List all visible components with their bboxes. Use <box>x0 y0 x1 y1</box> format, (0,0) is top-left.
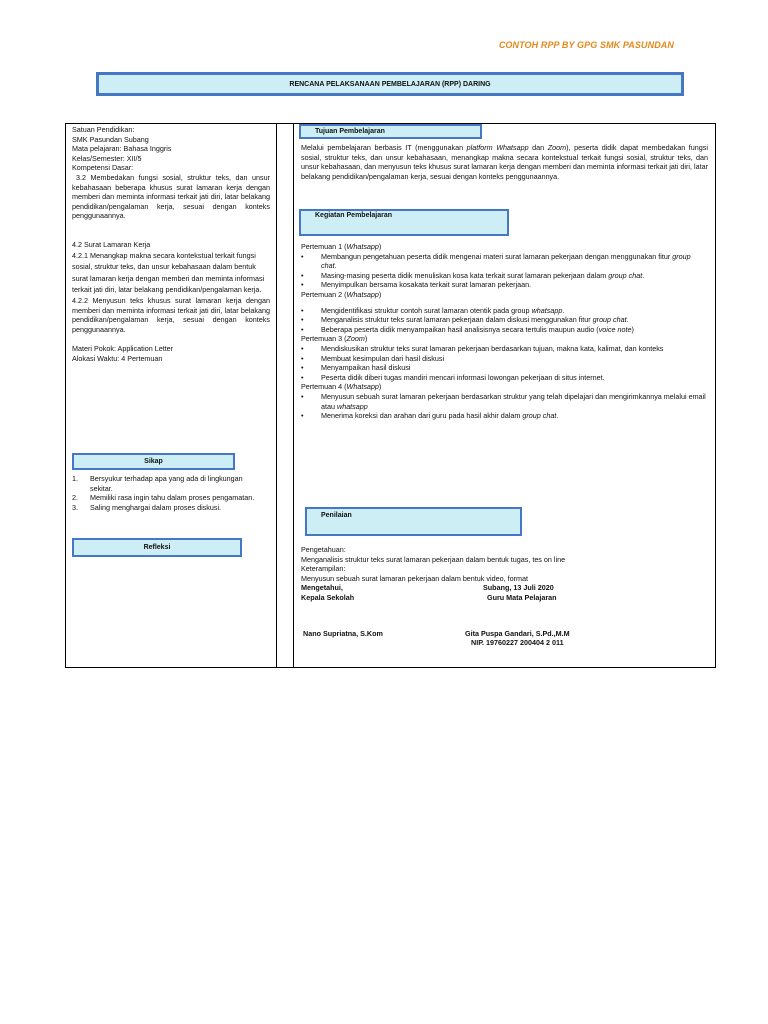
list-text <box>321 411 708 421</box>
keterampilan-text: Menyusun sebuah surat lamaran pekerjaan dalam bentuk video, format <box>301 573 528 583</box>
text-span: group chat <box>608 270 643 280</box>
text-span: Menyusun sebuah surat lamaran pekerjaan berdasarkan struktur yang telah dipelajari dan mengirimkannya melalui email atau <box>321 391 706 411</box>
text-span: Pertemuan 4 ( <box>301 382 347 392</box>
list-text <box>321 252 708 271</box>
pengetahuan-label: Pengetahuan: <box>301 545 346 554</box>
list-item <box>301 325 708 335</box>
text-span: Menganalisis struktur teks surat lamaran pekerjaan dalam diskusi menggunakan fitur <box>321 315 593 325</box>
bullet-icon: • <box>301 391 304 401</box>
text-span: Zoom <box>346 334 365 344</box>
bullet-icon: • <box>301 363 304 373</box>
text-span: group chat <box>522 411 557 421</box>
column-divider <box>293 123 294 668</box>
kd-4-2-2: 4.2.2 Menyusun teks khusus surat lamaran kerja dengan memberi dan meminta informasi terkait jati diri, latar belakang pendidikan/pengalaman kerja, sesuai dengan konteks penggunaannya. <box>72 295 270 334</box>
list-text <box>321 271 708 281</box>
keterampilan-label: Keterampilan: <box>301 564 346 574</box>
list-text: Bersyukur terhadap apa yang ada di lingkungan sekitar. <box>90 474 243 493</box>
text-span: Menerima koreksi dan arahan dari guru pada hasil akhir dalam <box>321 411 523 421</box>
pertemuan-4-title: Pertemuan 4 (Whatsapp) <box>301 382 382 392</box>
text-span: Pertemuan 3 ( <box>301 334 347 344</box>
info-line: Kompetensi Dasar: <box>72 163 134 173</box>
list-item <box>301 315 708 325</box>
bullet-icon: • <box>301 280 304 290</box>
sikap-label: Sikap <box>72 453 235 470</box>
info-line: Mata pelajaran: Bahasa Inggris <box>72 144 172 154</box>
kd-4-2: 4.2 Surat Lamaran Kerja <box>72 239 151 249</box>
guru-nip: NIP. 19760227 200404 2 011 <box>471 638 564 648</box>
pertemuan-2-title: Pertemuan 2 (Whatsapp) <box>301 289 382 299</box>
materi-pokok: Materi Pokok: Application Letter <box>72 344 174 354</box>
bullet-icon: • <box>301 372 304 382</box>
list-item <box>301 392 708 411</box>
bullet-icon: • <box>301 324 304 334</box>
list-item <box>301 344 708 354</box>
alokasi-waktu: Alokasi Waktu: 4 Pertemuan <box>72 353 163 363</box>
list-text <box>321 325 708 335</box>
list-text <box>321 280 708 290</box>
tujuan-paragraph <box>301 143 708 181</box>
list-item <box>72 493 262 503</box>
text-span: Whatsapp <box>346 289 379 299</box>
sign-row-3 <box>301 629 708 639</box>
pertemuan-1-list <box>301 252 708 290</box>
text-span: . <box>642 270 645 280</box>
guru-name: Gita Puspa Gandari, S.Pd.,M.M <box>465 628 570 638</box>
text-span: group chat <box>592 315 627 325</box>
sign-row-2 <box>301 593 708 603</box>
list-item <box>301 280 708 290</box>
list-text: Mendiskusikan struktur teks surat lamaran pekerjaan berdasarkan tujuan, makna kata, kalimat, dan konteks <box>321 343 664 353</box>
info-line: SMK Pasundan Subang <box>72 134 149 144</box>
document-title: RENCANA PELAKSANAAN PEMBELAJARAN (RPP) DARING <box>96 72 684 96</box>
bullet-icon: • <box>301 251 304 261</box>
info-line: Satuan Pendidikan: <box>72 125 135 134</box>
info-line: Kelas/Semester: XII/5 <box>72 153 142 163</box>
list-item <box>72 503 262 513</box>
pertemuan-2-list <box>301 306 708 335</box>
text-span: whatsapp <box>531 305 563 315</box>
list-number: 3. <box>72 502 78 512</box>
bullet-icon: • <box>301 411 304 421</box>
text-span: Masing-masing peserta didik menuliskan kosa kata terkait surat lamaran pekerjaan dalam <box>321 270 609 280</box>
list-number: 2. <box>72 493 78 503</box>
bullet-icon: • <box>301 343 304 353</box>
pertemuan-1-title: Pertemuan 1 (Whatsapp) <box>301 242 382 251</box>
list-text <box>321 306 708 316</box>
refleksi-label: Refleksi <box>72 538 242 557</box>
list-item <box>301 252 708 271</box>
pengetahuan-text: Menganalisis struktur teks surat lamaran pekerjaan dalam bentuk tugas, tes on line <box>301 554 566 564</box>
list-item <box>301 411 708 421</box>
list-item <box>301 271 708 281</box>
text-span: whatsapp <box>337 401 368 411</box>
penilaian-content <box>301 545 708 648</box>
kd-4-2-1: 4.2.1 Menangkap makna secara kontekstual terkait fungsi sosial, struktur teks, dan unsur kebahasaan dalam bentuk surat lamaran kerja dengan memberi dan meminta informasi terkait jati diri, latar belakang pendidikan/pengalaman kerja. <box>72 250 265 295</box>
text-span: ), peserta didik dapat membedakan fungsi sosial, struktur teks, dan unsur kebahasaan, menangkap makna secara kontekstual terkait fungsi sosial, struktur teks, dan unsur kebahasaan, dan menyusun teks khusus surat lamaran kerja dengan memberi dan meminta informasi terkait jati diri, latar belakang pendidikan/pengalaman kerja, sesuai dengan konteks penggunaannya. <box>301 143 708 181</box>
list-text: Saling menghargai dalam proses diskusi. <box>90 502 222 512</box>
kepala-name: Nano Supriatna, S.Kom <box>303 628 383 638</box>
penilaian-label: Penilaian <box>305 507 522 536</box>
text-span: group chat <box>321 251 691 271</box>
mengetahui: Mengetahui, <box>301 583 343 593</box>
text-span: Pertemuan 1 ( <box>301 242 347 251</box>
list-text: Membuat kesimpulan dari hasil diskusi <box>321 353 445 363</box>
bullet-icon: • <box>301 305 304 315</box>
text-span: . <box>334 261 337 271</box>
tujuan-label: Tujuan Pembelajaran <box>299 124 482 139</box>
place-date: Subang, 13 Juli 2020 <box>483 583 554 593</box>
text-span: Melalui pembelajaran berbasis IT (menggunakan <box>301 143 467 152</box>
text-span: Mengidentifikasi struktur contoh surat lamaran otentik pada group <box>321 305 532 315</box>
bullet-icon: • <box>301 353 304 363</box>
tujuan-text <box>301 143 708 181</box>
kepala-sekolah: Kepala Sekolah <box>301 592 355 602</box>
column-divider <box>276 123 277 668</box>
text-span: voice note <box>598 324 632 334</box>
header-tag: CONTOH RPP BY GPG SMK PASUNDAN <box>498 40 674 50</box>
text-span: Membangun pengetahuan peserta didik mengenai materi surat lamaran pekerjaan dengan menggunakan fitur <box>321 251 673 261</box>
list-item <box>72 474 262 493</box>
sikap-list <box>72 474 262 512</box>
pertemuan-4-list <box>301 392 708 421</box>
text-span: ) <box>631 324 634 334</box>
bullet-icon: • <box>301 270 304 280</box>
list-text: Memiliki rasa ingin tahu dalam proses pengamatan. <box>90 493 255 503</box>
sign-row-1 <box>301 583 708 593</box>
list-item <box>301 363 708 373</box>
kd-3-2: 3.2 Membedakan fungsi sosial, struktur teks, dan unsur kebahasaan beberapa khusus surat lamaran kerja dengan memberi dan meminta informasi terkait jati diri, latar belakang pendidikan/pengalaman kerja, sesuai dengan konteks penggunaannya. <box>72 172 270 221</box>
text-span: platform Whatsapp <box>466 143 529 152</box>
list-text: Menyampaikan hasil diskusi <box>321 363 411 373</box>
text-span: Beberapa peserta didik menyampaikan hasil analisisnya secara tertulis maupun audio ( <box>321 324 599 334</box>
list-number: 1. <box>72 474 78 483</box>
bullet-icon: • <box>301 315 304 325</box>
text-span: Zoom <box>547 143 567 152</box>
list-text: Peserta didik diberi tugas mandiri mencari informasi lowongan pekerjaan di situs internet. <box>321 372 605 382</box>
kegiatan-content <box>301 242 708 421</box>
pertemuan-3-list <box>301 344 708 382</box>
guru-mapel: Guru Mata Pelajaran <box>487 592 557 602</box>
text-span: Whatsapp <box>346 382 379 392</box>
text-span: . <box>562 305 565 315</box>
pertemuan-3-title: Pertemuan 3 (Zoom) <box>301 334 368 344</box>
list-text <box>321 392 708 411</box>
text-span: Whatsapp <box>346 242 379 251</box>
text-span: . <box>626 315 629 325</box>
list-item <box>301 373 708 383</box>
sikap-list-area <box>72 474 262 512</box>
text-span: Pertemuan 2 ( <box>301 289 347 299</box>
left-column <box>72 125 270 363</box>
list-text <box>321 315 708 325</box>
kegiatan-label: Kegiatan Pembelajaran <box>299 209 509 236</box>
list-item <box>301 354 708 364</box>
text-span: . <box>556 411 559 421</box>
text-span: Menyimpulkan bersama kosakata terkait surat lamaran pekerjaan. <box>321 280 532 290</box>
text-span: dan <box>528 143 548 152</box>
list-item <box>301 306 708 316</box>
